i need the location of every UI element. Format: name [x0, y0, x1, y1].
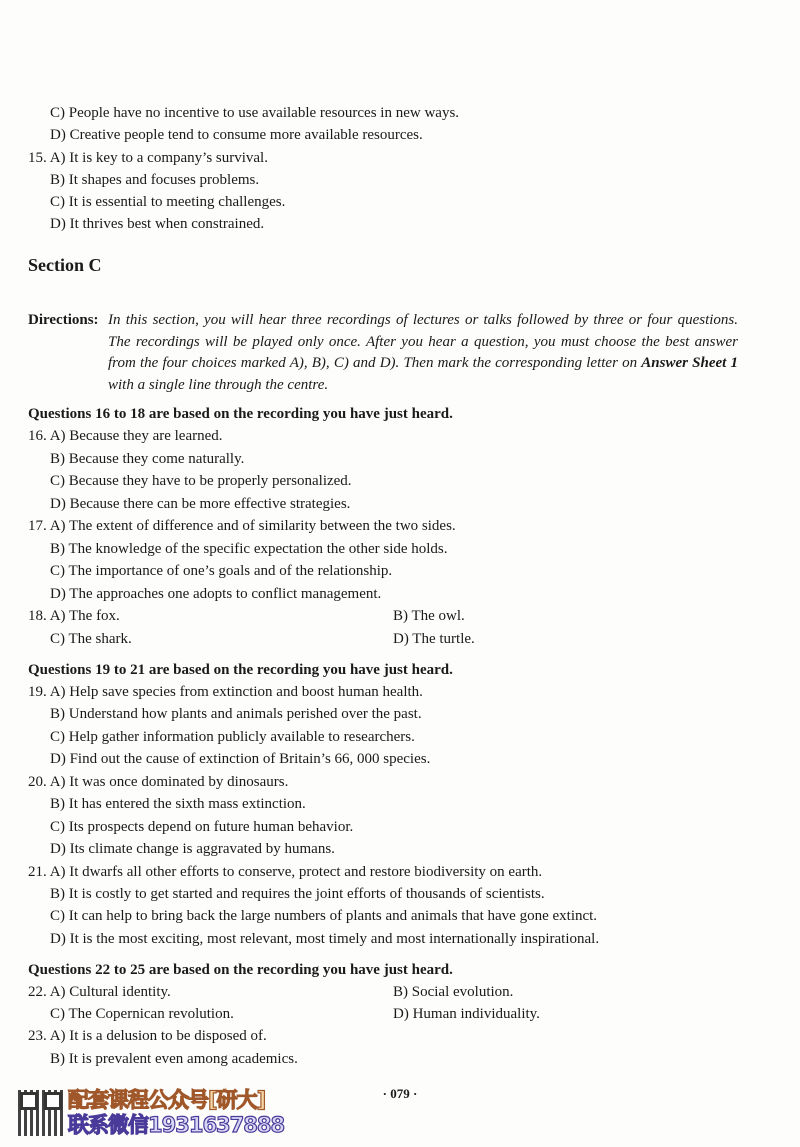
question-number: 22.: [28, 984, 47, 1000]
question-number: 16.: [28, 428, 47, 444]
option-b: B) Social evolution.: [393, 984, 514, 1000]
option-a: A) It was once dominated by dinosaurs.: [49, 774, 289, 790]
question-20: [28, 772, 288, 792]
page-number: · 079 ·: [382, 1086, 418, 1101]
option-a: A) Help save species from extinction and boost human health.: [49, 684, 423, 700]
option-b: B) It is prevalent even among academics.: [50, 1051, 298, 1067]
directions-text-part: with a single line through the centre.: [108, 376, 329, 393]
option-b: B) It has entered the sixth mass extinction.: [50, 796, 306, 812]
section-title: Section C: [28, 255, 102, 275]
option-d: D) The turtle.: [393, 631, 475, 647]
watermark-line-1: 配套课程公众号[研大]: [68, 1088, 266, 1112]
question-group-heading: Questions 22 to 25 are based on the recording you have just heard.: [28, 962, 453, 978]
option-a: A) Cultural identity.: [49, 984, 171, 1000]
option-b: B) The knowledge of the specific expectation the other side holds.: [50, 541, 448, 557]
question-group-heading: Questions 19 to 21 are based on the recording you have just heard.: [28, 662, 453, 678]
question-17: [28, 516, 456, 536]
question-number: 19.: [28, 684, 47, 700]
option-c: C) People have no incentive to use available resources in new ways.: [50, 105, 460, 121]
directions-label: Directions:: [28, 312, 99, 328]
question-21: [28, 862, 542, 882]
question-number: 15.: [28, 150, 47, 166]
option-d: D) Human individuality.: [393, 1006, 540, 1022]
option-c: C) Its prospects depend on future human behavior.: [50, 819, 354, 835]
option-d: D) It is the most exciting, most relevant, most timely and most internationally inspirational.: [50, 931, 600, 947]
question-number: 23.: [28, 1028, 47, 1044]
option-d: D) Find out the cause of extinction of Britain’s 66, 000 species.: [50, 751, 431, 767]
option-c: C) Because they have to be properly personalized.: [50, 473, 352, 489]
question-number: 17.: [28, 518, 47, 534]
option-c: C) It can help to bring back the large numbers of plants and animals that have gone extinct.: [50, 908, 598, 924]
option-c: C) The Copernican revolution.: [50, 1006, 234, 1022]
question-number: 21.: [28, 864, 47, 880]
qr-code-icon: [18, 1090, 64, 1136]
question-22: [28, 982, 171, 1002]
option-b: B) Understand how plants and animals perished over the past.: [50, 706, 422, 722]
answer-sheet-label: Answer Sheet 1: [641, 355, 738, 372]
directions-text: [108, 310, 738, 396]
option-a: A) The extent of difference and of similarity between the two sides.: [49, 518, 456, 534]
option-a: A) It is a delusion to be disposed of.: [49, 1028, 267, 1044]
option-b: B) The owl.: [393, 608, 465, 624]
option-c: C) It is essential to meeting challenges.: [50, 194, 286, 210]
question-18: [28, 606, 120, 626]
option-c: C) The shark.: [50, 631, 132, 647]
option-b: B) It is costly to get started and requires the joint efforts of thousands of scientists.: [50, 886, 545, 902]
option-c: C) The importance of one’s goals and of the relationship.: [50, 563, 393, 579]
watermark-line-2: 联系微信1931637888: [68, 1113, 285, 1137]
question-19: [28, 682, 423, 702]
option-a: A) Because they are learned.: [49, 428, 223, 444]
option-b: B) It shapes and focuses problems.: [50, 172, 260, 188]
option-b: B) Because they come naturally.: [50, 451, 245, 467]
question-group-heading: Questions 16 to 18 are based on the recording you have just heard.: [28, 406, 453, 422]
question-16: [28, 426, 223, 446]
option-a: A) It is key to a company’s survival.: [49, 150, 268, 166]
question-15: [28, 148, 268, 168]
option-d: D) Because there can be more effective strategies.: [50, 496, 351, 512]
question-23: [28, 1026, 267, 1046]
option-d: D) Its climate change is aggravated by humans.: [50, 841, 335, 857]
option-d: D) The approaches one adopts to conflict management.: [50, 586, 382, 602]
directions-text-part: In this section, you will hear three recordings of lectures or talks followed by three or four questions. The recordings will be played only once. After you hear a question, you must choose the best answer from the four choices marked A), B), C) and D). Then mark the corresponding letter on: [108, 312, 738, 372]
question-number: 18.: [28, 608, 47, 624]
option-a: A) The fox.: [49, 608, 120, 624]
option-d: D) It thrives best when constrained.: [50, 216, 265, 232]
option-a: A) It dwarfs all other efforts to conserve, protect and restore biodiversity on earth.: [49, 864, 543, 880]
option-c: C) Help gather information publicly available to researchers.: [50, 729, 415, 745]
option-d: D) Creative people tend to consume more available resources.: [50, 127, 423, 143]
question-number: 20.: [28, 774, 47, 790]
